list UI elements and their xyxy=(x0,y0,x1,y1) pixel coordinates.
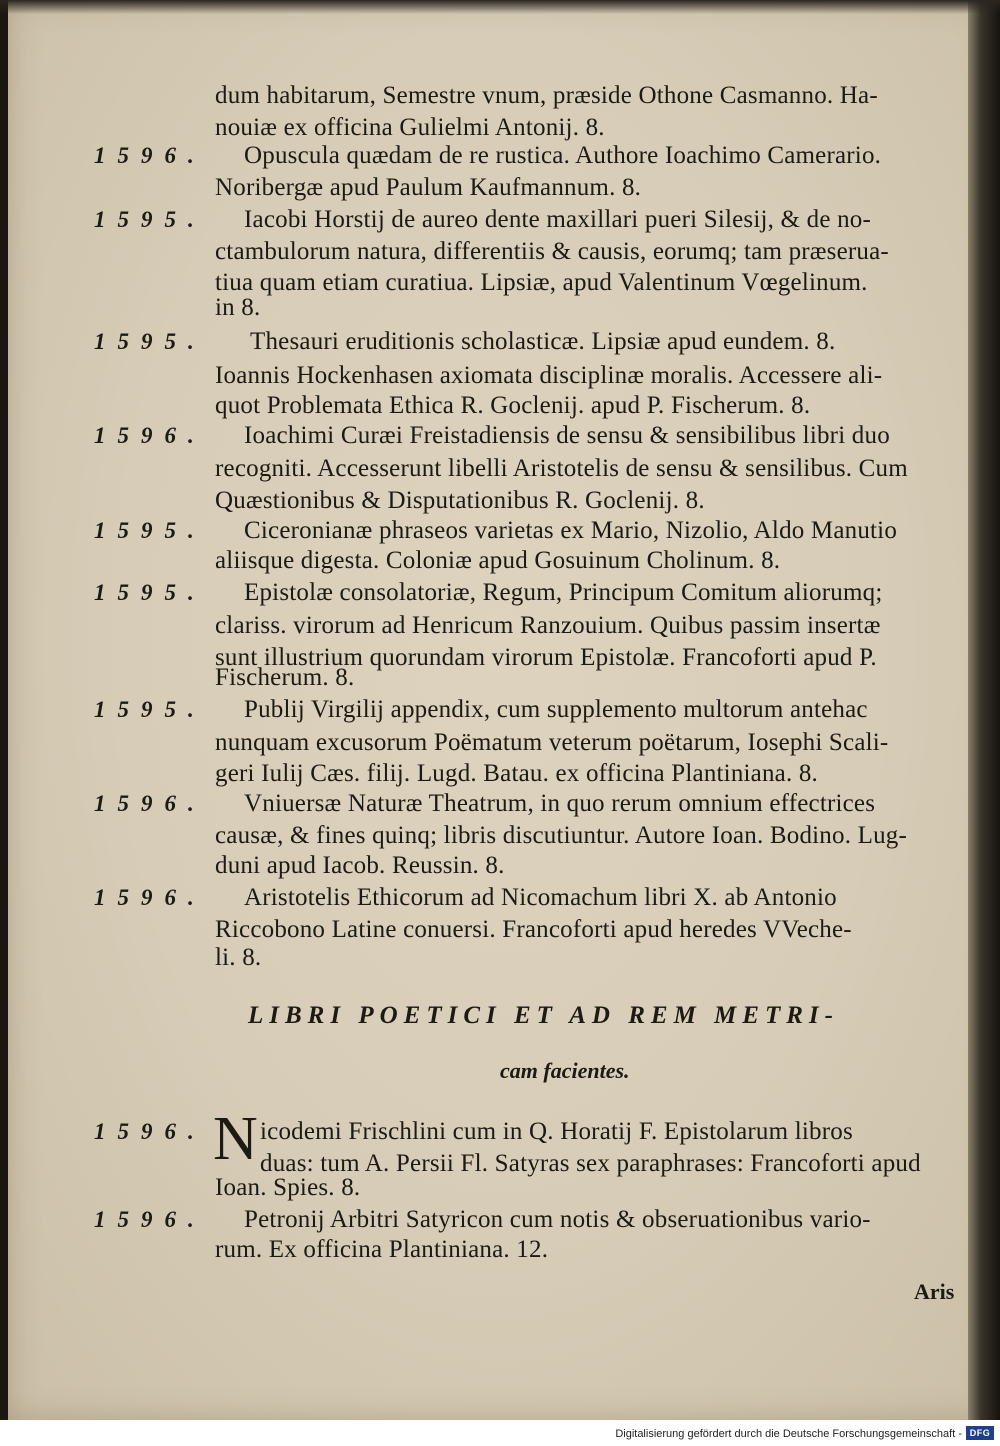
entry-line: recogniti. Accesserunt libelli Aristotelis de sensu & sensilibus. Cum xyxy=(215,455,908,482)
entry-line: Ciceronianæ phraseos varietas ex Mario, Nizolio, Aldo Manutio xyxy=(244,517,898,544)
entry-line: sunt illustrium quorundam virorum Epistolæ. Francoforti apud P. xyxy=(215,644,877,671)
entry-line: causæ, & fines quinq; libris discutiuntur. Autore Ioan. Bodino. Lug- xyxy=(215,822,908,849)
entry-year: 1596. xyxy=(94,1119,206,1144)
entry-line: ctambulorum natura, differentiis & causis, eorumq; tam præserua- xyxy=(215,238,889,265)
dfg-logo[interactable]: DFG xyxy=(966,1426,994,1440)
top-edge-shadow xyxy=(0,0,1000,14)
entry-line: li. 8. xyxy=(215,944,262,971)
entry-line: Riccobono Latine conuersi. Francoforti apud heredes VVeche- xyxy=(215,916,852,943)
entry-year: 1595. xyxy=(94,580,206,605)
entry-year: 1595. xyxy=(94,697,206,722)
entry-line: Opuscula quædam de re rustica. Authore Ioachimo Camerario. xyxy=(244,142,882,169)
entry-line: Petronij Arbitri Satyricon cum notis & obseruationibus vario- xyxy=(244,1206,871,1233)
entry-line: Iacobi Horstij de aureo dente maxillari pueri Silesij, & de no- xyxy=(244,206,872,233)
entry-year: 1596. xyxy=(94,885,206,910)
entry-line: Fischerum. 8. xyxy=(215,664,355,691)
entry-line: Publij Virgilij appendix, cum supplemento multorum antehac xyxy=(244,696,868,723)
entry-year: 1596. xyxy=(94,791,206,816)
page-edge-shadow xyxy=(968,0,1000,1420)
entry-line: icodemi Frischlini cum in Q. Horatij F. Epistolarum libros xyxy=(260,1118,853,1145)
entry-line: duas: tum A. Persii Fl. Satyras sex paraphrases: Francoforti apud xyxy=(260,1150,921,1177)
entry-year: 1596. xyxy=(94,1207,206,1232)
entry-line: duni apud Iacob. Reussin. 8. xyxy=(215,852,505,879)
entry-line: Thesauri eruditionis scholasticæ. Lipsiæ apud eundem. 8. xyxy=(250,328,836,355)
entry-line: in 8. xyxy=(215,294,261,321)
entry-line: nunquam excusorum Poëmatum veterum poëtarum, Iosephi Scali- xyxy=(215,729,889,756)
entry-year: 1595. xyxy=(94,518,206,543)
funding-notice: Digitalisierung gefördert durch die Deutsche Forschungsgemeinschaft - xyxy=(615,1428,962,1440)
entry-year: 1596. xyxy=(94,423,206,448)
drop-cap-initial: N xyxy=(213,1105,258,1173)
entry-line: Ioachimi Curæi Freistadiensis de sensu & sensibilibus libri duo xyxy=(244,422,890,449)
entry-year: 1595. xyxy=(94,207,206,232)
entry-line: Quæstionibus & Disputationibus R. Goclenij. 8. xyxy=(215,487,705,514)
entry-line: Ioannis Hockenhasen axiomata disciplinæ moralis. Accessere ali- xyxy=(215,362,883,389)
section-subheading: cam facientes. xyxy=(500,1058,630,1083)
catchword: Aris xyxy=(914,1279,955,1304)
digitization-footer xyxy=(0,1420,1000,1446)
entry-line: Epistolæ consolatoriæ, Regum, Principum Comitum aliorumq; xyxy=(244,579,883,606)
entry-line: Aristotelis Ethicorum ad Nicomachum libri X. ab Antonio xyxy=(244,884,837,911)
entry-line: nouiæ ex officina Gulielmi Antonij. 8. xyxy=(215,114,605,141)
entry-year: 1596. xyxy=(94,143,206,168)
entry-line: Noribergæ apud Paulum Kaufmannum. 8. xyxy=(215,174,642,201)
entry-line: rum. Ex officina Plantiniana. 12. xyxy=(215,1236,549,1263)
entry-line: geri Iulij Cæs. filij. Lugd. Batau. ex officina Plantiniana. 8. xyxy=(215,760,819,787)
entry-year: 1595. xyxy=(94,329,206,354)
entry-line: dum habitarum, Semestre vnum, præside Othone Casmanno. Ha- xyxy=(215,82,878,109)
entry-line: Ioan. Spies. 8. xyxy=(215,1174,361,1201)
entry-line: quot Problemata Ethica R. Goclenij. apud P. Fischerum. 8. xyxy=(215,392,811,419)
entry-line: Vniuersæ Naturæ Theatrum, in quo rerum omnium effectrices xyxy=(244,790,876,817)
entry-line: aliisque digesta. Coloniæ apud Gosuinum Cholinum. 8. xyxy=(215,547,781,574)
entry-line: clariss. virorum ad Henricum Ranzouium. Quibus passim insertæ xyxy=(215,612,881,639)
section-heading: LIBRI POETICI ET AD REM METRI- xyxy=(248,1002,839,1029)
entry-line: tiua quam etiam curatiua. Lipsiæ, apud Valentinum Vœgelinum. xyxy=(215,269,868,296)
